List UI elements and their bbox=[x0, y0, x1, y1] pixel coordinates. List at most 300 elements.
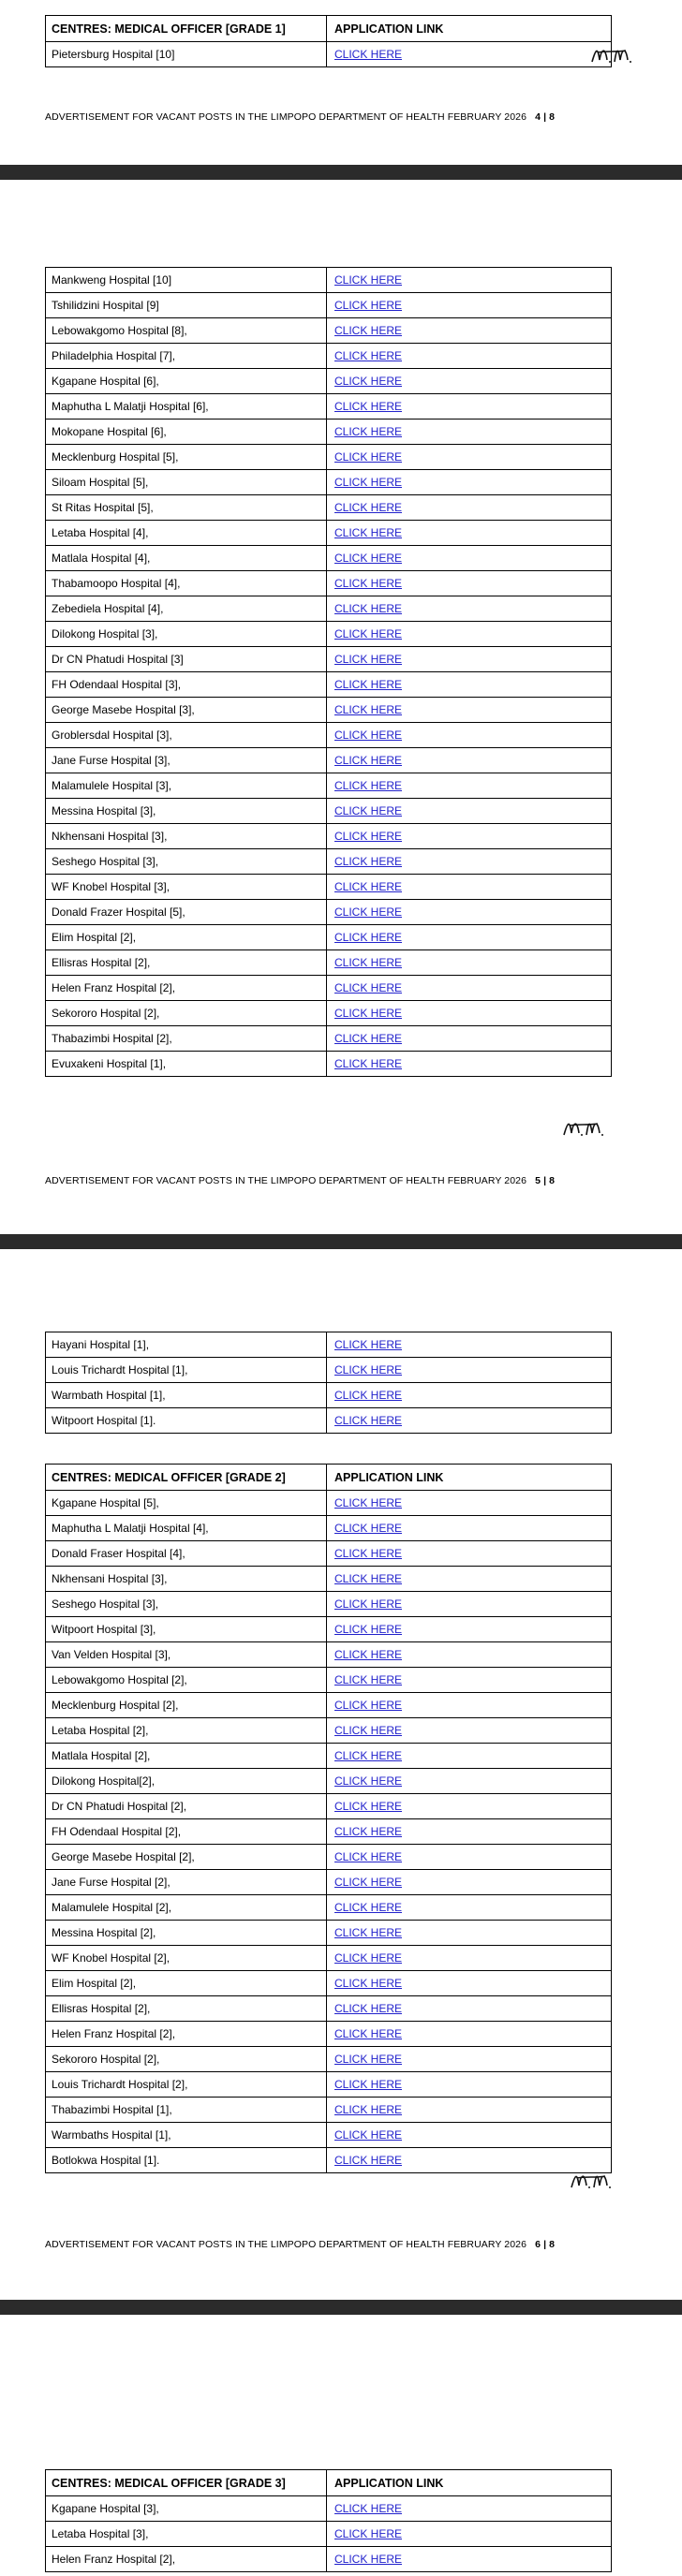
click-here-link-messina-hospital[interactable]: CLICK HERE bbox=[334, 1926, 403, 1939]
table-row bbox=[46, 1769, 612, 1794]
centre-name: Dilokong Hospital [3], bbox=[46, 622, 327, 647]
centre-name: Philadelphia Hospital [7], bbox=[46, 344, 327, 369]
application-link-cell bbox=[327, 900, 612, 925]
centre-name: Helen Franz Hospital [2], bbox=[46, 2547, 327, 2572]
centre-name: Donald Frazer Hospital [5], bbox=[46, 900, 327, 925]
application-link-cell bbox=[327, 495, 612, 521]
centre-name: Kgapane Hospital [3], bbox=[46, 2496, 327, 2522]
centre-name: George Masebe Hospital [3], bbox=[46, 698, 327, 723]
centre-name: St Ritas Hospital [5], bbox=[46, 495, 327, 521]
table-row bbox=[46, 42, 612, 67]
application-link-cell bbox=[327, 1769, 612, 1794]
application-link-cell bbox=[327, 1921, 612, 1946]
table-row bbox=[46, 470, 612, 495]
application-link-cell bbox=[327, 672, 612, 698]
table-row bbox=[46, 2072, 612, 2098]
page-footer bbox=[45, 111, 555, 123]
centre-name: Elim Hospital [2], bbox=[46, 925, 327, 950]
table-row bbox=[46, 2022, 612, 2047]
centre-name: Mankweng Hospital [10] bbox=[46, 268, 327, 293]
click-here-link-maphutha-l-malatji-hospital[interactable]: CLICK HERE bbox=[334, 1522, 403, 1535]
click-here-link-seshego-hospital[interactable]: CLICK HERE bbox=[334, 855, 403, 868]
table-row bbox=[46, 2496, 612, 2522]
click-here-link-matlala-hospital[interactable]: CLICK HERE bbox=[334, 1749, 403, 1762]
application-link-cell bbox=[327, 1592, 612, 1617]
centre-name: Witpoort Hospital [1]. bbox=[46, 1408, 327, 1434]
centre-name: Malamulele Hospital [3], bbox=[46, 773, 327, 799]
table-row bbox=[46, 546, 612, 571]
application-link-cell bbox=[327, 344, 612, 369]
document-page-7 bbox=[0, 2315, 682, 2576]
application-link-cell bbox=[327, 1794, 612, 1819]
application-link-cell bbox=[327, 1819, 612, 1845]
table-row bbox=[46, 2098, 612, 2123]
table-row bbox=[46, 369, 612, 394]
application-link-cell bbox=[327, 268, 612, 293]
table-row bbox=[46, 2148, 612, 2173]
application-link-cell bbox=[327, 1383, 612, 1408]
table-row bbox=[46, 495, 612, 521]
table-row bbox=[46, 1383, 612, 1408]
table-row bbox=[46, 748, 612, 773]
centre-name: Witpoort Hospital [3], bbox=[46, 1617, 327, 1642]
centre-name: Evuxakeni Hospital [1], bbox=[46, 1052, 327, 1077]
centre-name: Helen Franz Hospital [2], bbox=[46, 976, 327, 1001]
centre-name: Messina Hospital [3], bbox=[46, 799, 327, 824]
application-link-cell bbox=[327, 1946, 612, 1971]
click-here-link-siloam-hospital[interactable]: CLICK HERE bbox=[334, 476, 403, 489]
click-here-link-sekororo-hospital[interactable]: CLICK HERE bbox=[334, 2053, 403, 2066]
centre-name: WF Knobel Hospital [2], bbox=[46, 1946, 327, 1971]
application-link-cell bbox=[327, 1358, 612, 1383]
centre-name: Messina Hospital [2], bbox=[46, 1921, 327, 1946]
table-row bbox=[46, 1491, 612, 1516]
table-row bbox=[46, 647, 612, 672]
centre-name: Warmbath Hospital [1], bbox=[46, 1383, 327, 1408]
application-link-cell bbox=[327, 1516, 612, 1541]
table-row bbox=[46, 773, 612, 799]
table-row bbox=[46, 571, 612, 596]
application-link-cell bbox=[327, 773, 612, 799]
click-here-link-seshego-hospital[interactable]: CLICK HERE bbox=[334, 1597, 403, 1611]
click-here-link-kgapane-hospital[interactable]: CLICK HERE bbox=[334, 1496, 403, 1509]
click-here-link-mankweng-hospital[interactable]: CLICK HERE bbox=[334, 273, 403, 287]
click-here-link-donald-fraser-hospital[interactable]: CLICK HERE bbox=[334, 1547, 403, 1560]
table-row bbox=[46, 1358, 612, 1383]
centre-name: Seshego Hospital [3], bbox=[46, 849, 327, 875]
centre-name: Pietersburg Hospital [10] bbox=[46, 42, 327, 67]
application-link-cell bbox=[327, 647, 612, 672]
table-row bbox=[46, 1895, 612, 1921]
application-link-cell bbox=[327, 521, 612, 546]
click-here-link-witpoort-hospital[interactable]: CLICK HERE bbox=[334, 1623, 403, 1636]
click-here-link-philadelphia-hospital[interactable]: CLICK HERE bbox=[334, 349, 403, 362]
signature-initials bbox=[560, 1112, 635, 1142]
centre-name: Donald Fraser Hospital [4], bbox=[46, 1541, 327, 1567]
grade1-centres-table bbox=[45, 15, 612, 67]
application-link-cell bbox=[327, 1718, 612, 1744]
application-link-cell bbox=[327, 1642, 612, 1668]
page-footer bbox=[45, 2239, 555, 2250]
application-link-cell bbox=[327, 596, 612, 622]
centre-name: Thabazimbi Hospital [1], bbox=[46, 2098, 327, 2123]
centre-name: Jane Furse Hospital [2], bbox=[46, 1870, 327, 1895]
click-here-link-fh-odendaal-hospital[interactable]: CLICK HERE bbox=[334, 1825, 403, 1838]
header-application-link: APPLICATION LINK bbox=[327, 1465, 612, 1491]
click-here-link-jane-furse-hospital[interactable]: CLICK HERE bbox=[334, 1876, 403, 1889]
table-row bbox=[46, 445, 612, 470]
table-header-row bbox=[46, 2470, 612, 2496]
application-link-cell bbox=[327, 2522, 612, 2547]
centre-name: FH Odendaal Hospital [2], bbox=[46, 1819, 327, 1845]
application-link-cell bbox=[327, 1617, 612, 1642]
centre-name: Louis Trichardt Hospital [1], bbox=[46, 1358, 327, 1383]
application-link-cell bbox=[327, 1332, 612, 1358]
application-link-cell bbox=[327, 875, 612, 900]
application-link-cell bbox=[327, 976, 612, 1001]
centre-name: Zebediela Hospital [4], bbox=[46, 596, 327, 622]
document-page-6 bbox=[0, 1249, 682, 2300]
document-page-5 bbox=[0, 180, 682, 1234]
application-link-cell bbox=[327, 571, 612, 596]
click-here-link-kgapane-hospital[interactable]: CLICK HERE bbox=[334, 2502, 403, 2515]
table-row bbox=[46, 521, 612, 546]
table-row bbox=[46, 1845, 612, 1870]
application-link-cell bbox=[327, 1744, 612, 1769]
centre-name: Nkhensani Hospital [3], bbox=[46, 824, 327, 849]
application-link-cell bbox=[327, 470, 612, 495]
table-row bbox=[46, 799, 612, 824]
click-here-link-wf-knobel-hospital[interactable]: CLICK HERE bbox=[334, 880, 403, 893]
centre-name: Mokopane Hospital [6], bbox=[46, 420, 327, 445]
table-row bbox=[46, 1052, 612, 1077]
click-here-link-thabamoopo-hospital[interactable]: CLICK HERE bbox=[334, 577, 403, 590]
application-link-cell bbox=[327, 1895, 612, 1921]
application-link-cell bbox=[327, 824, 612, 849]
application-link-cell bbox=[327, 1408, 612, 1434]
application-link-cell bbox=[327, 2547, 612, 2572]
header-application-link: APPLICATION LINK bbox=[327, 16, 612, 42]
click-here-link-george-masebe-hospital[interactable]: CLICK HERE bbox=[334, 703, 403, 716]
click-here-link-letaba-hospital[interactable]: CLICK HERE bbox=[334, 1724, 403, 1737]
click-here-link-wf-knobel-hospital[interactable]: CLICK HERE bbox=[334, 1951, 403, 1965]
table-row bbox=[46, 1718, 612, 1744]
application-link-cell bbox=[327, 546, 612, 571]
click-here-link-kgapane-hospital[interactable]: CLICK HERE bbox=[334, 375, 403, 388]
table-row bbox=[46, 824, 612, 849]
centre-name: Letaba Hospital [4], bbox=[46, 521, 327, 546]
click-here-link-thabazimbi-hospital[interactable]: CLICK HERE bbox=[334, 1032, 403, 1045]
table-row bbox=[46, 976, 612, 1001]
click-here-link-witpoort-hospital[interactable]: CLICK HERE bbox=[334, 1414, 403, 1427]
application-link-cell bbox=[327, 394, 612, 420]
centre-name: Tshilidzini Hospital [9] bbox=[46, 293, 327, 318]
click-here-link-dr-cn-phatudi-hospital[interactable]: CLICK HERE bbox=[334, 1800, 403, 1813]
table-row bbox=[46, 2123, 612, 2148]
table-row bbox=[46, 2522, 612, 2547]
click-here-link-lebowakgomo-hospital[interactable]: CLICK HERE bbox=[334, 1673, 403, 1686]
application-link-cell bbox=[327, 849, 612, 875]
click-here-link-botlokwa-hospital[interactable]: CLICK HERE bbox=[334, 2154, 403, 2167]
application-link-cell bbox=[327, 2072, 612, 2098]
centre-name: Dr CN Phatudi Hospital [2], bbox=[46, 1794, 327, 1819]
footer-text: ADVERTISEMENT FOR VACANT POSTS IN THE LIMPOPO DEPARTMENT OF HEALTH FEBRUARY 2026 bbox=[45, 1175, 527, 1186]
application-link-cell bbox=[327, 1668, 612, 1693]
centre-name: Jane Furse Hospital [3], bbox=[46, 748, 327, 773]
table-row bbox=[46, 1001, 612, 1026]
table-row bbox=[46, 1567, 612, 1592]
click-here-link-malamulele-hospital[interactable]: CLICK HERE bbox=[334, 1901, 403, 1914]
table-row bbox=[46, 420, 612, 445]
table-row bbox=[46, 1617, 612, 1642]
application-link-cell bbox=[327, 799, 612, 824]
header-centres: CENTRES: MEDICAL OFFICER [GRADE 2] bbox=[46, 1465, 327, 1491]
centre-name: Van Velden Hospital [3], bbox=[46, 1642, 327, 1668]
application-link-cell bbox=[327, 698, 612, 723]
click-here-link-sekororo-hospital[interactable]: CLICK HERE bbox=[334, 1007, 403, 1020]
centre-name: Nkhensani Hospital [3], bbox=[46, 1567, 327, 1592]
grade1-centres-table-continued bbox=[45, 267, 612, 1077]
application-link-cell bbox=[327, 2098, 612, 2123]
table-row bbox=[46, 318, 612, 344]
click-here-link-evuxakeni-hospital[interactable]: CLICK HERE bbox=[334, 1057, 403, 1070]
centre-name: Mecklenburg Hospital [5], bbox=[46, 445, 327, 470]
click-here-link-ellisras-hospital[interactable]: CLICK HERE bbox=[334, 956, 403, 969]
application-link-cell bbox=[327, 293, 612, 318]
centre-name: Hayani Hospital [1], bbox=[46, 1332, 327, 1358]
page-number: 5 | 8 bbox=[535, 1175, 556, 1186]
grade1-centres-table-end bbox=[45, 1332, 612, 1434]
click-here-link-mokopane-hospital[interactable]: CLICK HERE bbox=[334, 425, 403, 438]
application-link-cell bbox=[327, 925, 612, 950]
centre-name: Letaba Hospital [3], bbox=[46, 2522, 327, 2547]
click-here-link-warmbath-hospital[interactable]: CLICK HERE bbox=[334, 1389, 403, 1402]
table-row bbox=[46, 1516, 612, 1541]
table-row bbox=[46, 622, 612, 647]
signature-initials bbox=[568, 2165, 643, 2195]
centre-name: Thabamoopo Hospital [4], bbox=[46, 571, 327, 596]
application-link-cell bbox=[327, 748, 612, 773]
table-row bbox=[46, 900, 612, 925]
centre-name: Dr CN Phatudi Hospital [3] bbox=[46, 647, 327, 672]
centre-name: Ellisras Hospital [2], bbox=[46, 1996, 327, 2022]
application-link-cell bbox=[327, 1845, 612, 1870]
table-row bbox=[46, 698, 612, 723]
click-here-link-jane-furse-hospital[interactable]: CLICK HERE bbox=[334, 754, 403, 767]
table-row bbox=[46, 1819, 612, 1845]
centre-name: Matlala Hospital [2], bbox=[46, 1744, 327, 1769]
table-row bbox=[46, 1921, 612, 1946]
centre-name: Warmbaths Hospital [1], bbox=[46, 2123, 327, 2148]
table-row bbox=[46, 925, 612, 950]
application-link-cell bbox=[327, 445, 612, 470]
table-row bbox=[46, 1794, 612, 1819]
table-row bbox=[46, 2047, 612, 2072]
header-application-link: APPLICATION LINK bbox=[327, 2470, 612, 2496]
application-link-cell bbox=[327, 1870, 612, 1895]
footer-text: ADVERTISEMENT FOR VACANT POSTS IN THE LIMPOPO DEPARTMENT OF HEALTH FEBRUARY 2026 bbox=[45, 2239, 527, 2250]
click-here-link-groblersdal-hospital[interactable]: CLICK HERE bbox=[334, 729, 403, 742]
click-here-link-malamulele-hospital[interactable]: CLICK HERE bbox=[334, 779, 403, 792]
page-number: 4 | 8 bbox=[535, 111, 556, 123]
centre-name: Maphutha L Malatji Hospital [6], bbox=[46, 394, 327, 420]
centre-name: George Masebe Hospital [2], bbox=[46, 1845, 327, 1870]
centre-name: Elim Hospital [2], bbox=[46, 1971, 327, 1996]
centre-name: Maphutha L Malatji Hospital [4], bbox=[46, 1516, 327, 1541]
click-here-link-fh-odendaal-hospital[interactable]: CLICK HERE bbox=[334, 678, 403, 691]
click-here-link-ellisras-hospital[interactable]: CLICK HERE bbox=[334, 2002, 403, 2015]
click-here-link-dr-cn-phatudi-hospital[interactable]: CLICK HERE bbox=[334, 653, 403, 666]
table-row bbox=[46, 1592, 612, 1617]
application-link-cell bbox=[327, 1971, 612, 1996]
application-link-cell bbox=[327, 1693, 612, 1718]
centre-name: Louis Trichardt Hospital [2], bbox=[46, 2072, 327, 2098]
table-row bbox=[46, 1642, 612, 1668]
click-here-link-helen-franz-hospital[interactable]: CLICK HERE bbox=[334, 2027, 403, 2040]
click-here-link-lebowakgomo-hospital[interactable]: CLICK HERE bbox=[334, 324, 403, 337]
application-link-cell bbox=[327, 369, 612, 394]
centre-name: Malamulele Hospital [2], bbox=[46, 1895, 327, 1921]
centre-name: Ellisras Hospital [2], bbox=[46, 950, 327, 976]
click-here-link-maphutha-l-malatji-hospital[interactable]: CLICK HERE bbox=[334, 400, 403, 413]
table-row bbox=[46, 1870, 612, 1895]
click-here-link-donald-frazer-hospital[interactable]: CLICK HERE bbox=[334, 905, 403, 919]
centre-name: Matlala Hospital [4], bbox=[46, 546, 327, 571]
centre-name: Kgapane Hospital [6], bbox=[46, 369, 327, 394]
centre-name: Sekororo Hospital [2], bbox=[46, 1001, 327, 1026]
page-footer bbox=[45, 1175, 555, 1186]
table-row bbox=[46, 723, 612, 748]
centre-name: Siloam Hospital [5], bbox=[46, 470, 327, 495]
page-separator bbox=[0, 165, 682, 180]
page-separator bbox=[0, 2300, 682, 2315]
application-link-cell bbox=[327, 42, 612, 67]
click-here-link-st-ritas-hospital[interactable]: CLICK HERE bbox=[334, 501, 403, 514]
click-here-link-dilokong-hospital[interactable]: CLICK HERE bbox=[334, 627, 403, 640]
click-here-link-helen-franz-hospital[interactable]: CLICK HERE bbox=[334, 2553, 403, 2566]
click-here-link-mecklenburg-hospital[interactable]: CLICK HERE bbox=[334, 1699, 403, 1712]
application-link-cell bbox=[327, 2496, 612, 2522]
centre-name: Letaba Hospital [2], bbox=[46, 1718, 327, 1744]
table-row bbox=[46, 1744, 612, 1769]
application-link-cell bbox=[327, 723, 612, 748]
click-here-link-zebediela-hospital[interactable]: CLICK HERE bbox=[334, 602, 403, 615]
table-row bbox=[46, 1946, 612, 1971]
centre-name: Helen Franz Hospital [2], bbox=[46, 2022, 327, 2047]
click-here-link-letaba-hospital[interactable]: CLICK HERE bbox=[334, 526, 403, 539]
click-here-link-mecklenburg-hospital[interactable]: CLICK HERE bbox=[334, 450, 403, 464]
click-here-link-tshilidzini-hospital[interactable]: CLICK HERE bbox=[334, 299, 403, 312]
table-header-row bbox=[46, 16, 612, 42]
application-link-cell bbox=[327, 318, 612, 344]
click-here-link-pietersburg-hospital[interactable]: CLICK HERE bbox=[334, 48, 403, 61]
centre-name: WF Knobel Hospital [3], bbox=[46, 875, 327, 900]
click-here-link-dilokong-hospital[interactable]: CLICK HERE bbox=[334, 1774, 403, 1788]
table-row bbox=[46, 268, 612, 293]
centre-name: Kgapane Hospital [5], bbox=[46, 1491, 327, 1516]
click-here-link-louis-trichardt-hospital[interactable]: CLICK HERE bbox=[334, 1363, 403, 1376]
table-row bbox=[46, 1408, 612, 1434]
application-link-cell bbox=[327, 1491, 612, 1516]
table-row bbox=[46, 1541, 612, 1567]
click-here-link-thabazimbi-hospital[interactable]: CLICK HERE bbox=[334, 2103, 403, 2116]
application-link-cell bbox=[327, 1996, 612, 2022]
click-here-link-matlala-hospital[interactable]: CLICK HERE bbox=[334, 552, 403, 565]
application-link-cell bbox=[327, 1541, 612, 1567]
application-link-cell bbox=[327, 1567, 612, 1592]
table-row bbox=[46, 293, 612, 318]
click-here-link-van-velden-hospital[interactable]: CLICK HERE bbox=[334, 1648, 403, 1661]
footer-text: ADVERTISEMENT FOR VACANT POSTS IN THE LIMPOPO DEPARTMENT OF HEALTH FEBRUARY 2026 bbox=[45, 111, 527, 123]
table-row bbox=[46, 596, 612, 622]
application-link-cell bbox=[327, 2022, 612, 2047]
page-separator bbox=[0, 1234, 682, 1249]
table-header-row bbox=[46, 1465, 612, 1491]
table-row bbox=[46, 2547, 612, 2572]
table-row bbox=[46, 875, 612, 900]
application-link-cell bbox=[327, 1052, 612, 1077]
table-row bbox=[46, 1996, 612, 2022]
header-centres: CENTRES: MEDICAL OFFICER [GRADE 3] bbox=[46, 2470, 327, 2496]
click-here-link-elim-hospital[interactable]: CLICK HERE bbox=[334, 1977, 403, 1990]
document-page-4 bbox=[0, 0, 682, 165]
click-here-link-nkhensani-hospital[interactable]: CLICK HERE bbox=[334, 1572, 403, 1585]
centre-name: Botlokwa Hospital [1]. bbox=[46, 2148, 327, 2173]
centre-name: Seshego Hospital [3], bbox=[46, 1592, 327, 1617]
click-here-link-helen-franz-hospital[interactable]: CLICK HERE bbox=[334, 981, 403, 994]
header-centres: CENTRES: MEDICAL OFFICER [GRADE 1] bbox=[46, 16, 327, 42]
centre-name: Mecklenburg Hospital [2], bbox=[46, 1693, 327, 1718]
table-row bbox=[46, 1332, 612, 1358]
centre-name: Sekororo Hospital [2], bbox=[46, 2047, 327, 2072]
application-link-cell bbox=[327, 2123, 612, 2148]
application-link-cell bbox=[327, 2047, 612, 2072]
click-here-link-warmbaths-hospital[interactable]: CLICK HERE bbox=[334, 2128, 403, 2142]
page-number: 6 | 8 bbox=[535, 2239, 556, 2250]
click-here-link-louis-trichardt-hospital[interactable]: CLICK HERE bbox=[334, 2078, 403, 2091]
application-link-cell bbox=[327, 950, 612, 976]
centre-name: Groblersdal Hospital [3], bbox=[46, 723, 327, 748]
table-row bbox=[46, 672, 612, 698]
click-here-link-elim-hospital[interactable]: CLICK HERE bbox=[334, 931, 403, 944]
click-here-link-george-masebe-hospital[interactable]: CLICK HERE bbox=[334, 1850, 403, 1863]
click-here-link-letaba-hospital[interactable]: CLICK HERE bbox=[334, 2527, 403, 2540]
signature-initials bbox=[588, 39, 663, 69]
click-here-link-messina-hospital[interactable]: CLICK HERE bbox=[334, 804, 403, 817]
centre-name: Thabazimbi Hospital [2], bbox=[46, 1026, 327, 1052]
table-row bbox=[46, 950, 612, 976]
grade3-centres-table bbox=[45, 2469, 612, 2572]
click-here-link-nkhensani-hospital[interactable]: CLICK HERE bbox=[334, 830, 403, 843]
application-link-cell bbox=[327, 1001, 612, 1026]
application-link-cell bbox=[327, 420, 612, 445]
centre-name: Lebowakgomo Hospital [8], bbox=[46, 318, 327, 344]
table-row bbox=[46, 394, 612, 420]
table-row bbox=[46, 1668, 612, 1693]
centre-name: FH Odendaal Hospital [3], bbox=[46, 672, 327, 698]
centre-name: Lebowakgomo Hospital [2], bbox=[46, 1668, 327, 1693]
application-link-cell bbox=[327, 1026, 612, 1052]
table-row bbox=[46, 1971, 612, 1996]
centre-name: Dilokong Hospital[2], bbox=[46, 1769, 327, 1794]
click-here-link-hayani-hospital[interactable]: CLICK HERE bbox=[334, 1338, 403, 1351]
table-row bbox=[46, 1026, 612, 1052]
table-row bbox=[46, 344, 612, 369]
grade2-centres-table bbox=[45, 1464, 612, 2173]
table-row bbox=[46, 849, 612, 875]
table-row bbox=[46, 1693, 612, 1718]
application-link-cell bbox=[327, 622, 612, 647]
